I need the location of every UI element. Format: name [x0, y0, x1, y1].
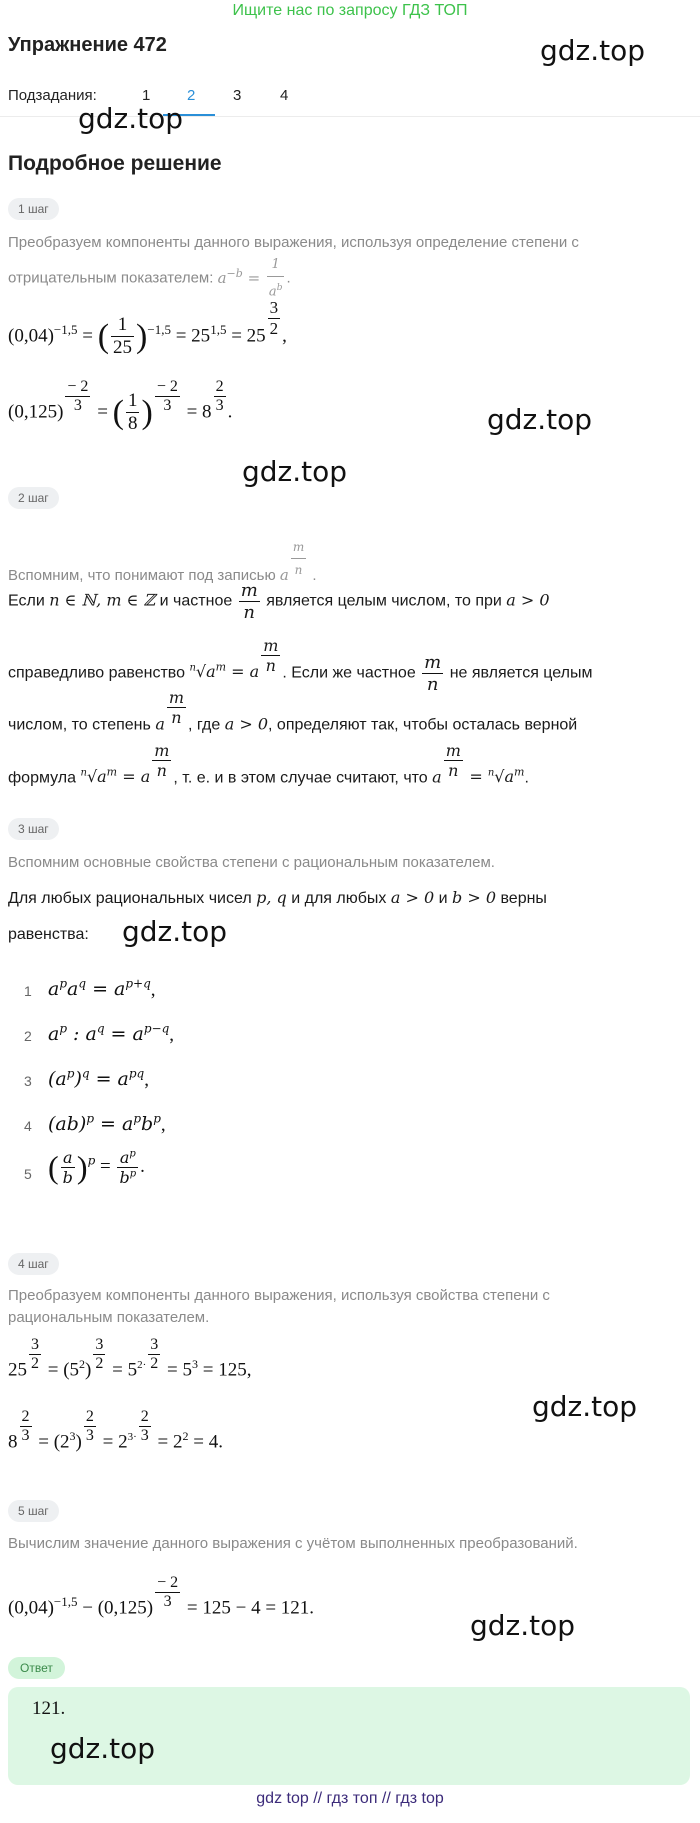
watermark: gdz.top — [532, 1390, 638, 1423]
subtask-tab-1[interactable]: 1 — [142, 87, 151, 104]
step-text: Преобразуем компоненты данного выражения, используя определение степени с отрицательным показателем: $a^{-b}$ = $\frac{1}{a^b}$ . — [8, 232, 608, 303]
list-number: 3 — [24, 1073, 32, 1089]
watermark: gdz.top — [78, 102, 184, 135]
step-badge: 3 шаг — [8, 818, 59, 840]
step-badge: 4 шаг — [8, 1253, 59, 1275]
property-formula: $a^pa^q = a^{p+q}$, — [48, 977, 156, 1001]
paragraph: числом, то степень a $\frac{m}{n}$ , где a > 0, определяют так, чтобы осталась верной — [8, 688, 578, 734]
watermark: gdz.top — [540, 34, 646, 67]
property-formula: $(ab)^p = a^pb^p$, — [48, 1112, 166, 1136]
step-text: Вычислим значение данного выражения с учётом выполненных преобразований. — [8, 1535, 578, 1552]
paragraph: Для любых рациональных чисел p, q и для любых a > 0 и b > 0 верны — [8, 888, 547, 907]
page-title: Упражнение 472 — [8, 34, 167, 56]
watermark: gdz.top — [470, 1609, 576, 1642]
subtask-tab-3[interactable]: 3 — [233, 87, 242, 104]
list-number: 1 — [24, 983, 32, 999]
property-formula: $a^p$ : $a^q = a^{p-q}$, — [48, 1022, 175, 1046]
subtasks-label: Подзадания: — [8, 87, 97, 104]
watermark: gdz.top — [50, 1732, 156, 1765]
section-heading: Подробное решение — [8, 152, 222, 175]
step-badge: 5 шаг — [8, 1500, 59, 1522]
answer-badge: Ответ — [8, 1657, 65, 1679]
list-number: 5 — [24, 1166, 32, 1182]
formula: 8 $\frac{2}{3}$ = $(2^3)$ $\frac{2}{3}$ = $2^{3\cdot}$ $\frac{2}{3}$ = $2^2 = 4$. — [8, 1408, 223, 1453]
step-text: Преобразуем компоненты данного выражения, используя свойства степени с рациональным показателем. — [8, 1287, 550, 1326]
paragraph: справедливо равенство $^n√a^m = a$ $\frac{m}{n}$ . Если же частное $\frac{m}{n}$ не является целым — [8, 636, 593, 695]
subtask-tab-2[interactable]: 2 — [187, 87, 196, 104]
watermark: gdz.top — [122, 915, 228, 948]
step-text: Вспомним, что понимают под записью a $\frac{m}{n}$ . — [8, 540, 317, 584]
footer-links[interactable]: gdz top // гдз топ // гдз top — [256, 1790, 444, 1807]
watermark: gdz.top — [242, 455, 348, 488]
watermark: gdz.top — [487, 403, 593, 436]
top-banner[interactable]: Ищите нас по запросу ГДЗ ТОП — [232, 2, 468, 19]
answer-value: 121. — [32, 1698, 66, 1719]
property-formula: $(a^p)^q = a^{pq}$, — [48, 1067, 149, 1091]
formula: 25 $\frac{3}{2}$ = $(5^2)$ $\frac{3}{2}$ = $5^{2\cdot}$ $\frac{3}{2}$ = $5^3 = 125$, — [8, 1336, 252, 1381]
list-number: 4 — [24, 1118, 32, 1134]
formula: (0,125) $\frac{- 2}{3}$ = ( $\frac{1}{8}$ ) $\frac{- 2}{3}$ = 8 $\frac{2}{3}$ . — [8, 378, 233, 435]
step-badge: 1 шаг — [8, 198, 59, 220]
step-badge: 2 шаг — [8, 487, 59, 509]
paragraph: равенства: — [8, 926, 89, 943]
formula: $(0,04)^{-1,5} - (0,125)$ $\frac{- 2}{3}$ = 125 − 4 = 121. — [8, 1574, 315, 1619]
paragraph: Если n ∈ ℕ, m ∈ ℤ и частное $\frac{m}{n}$ является целым числом, то при a > 0 — [8, 580, 550, 623]
property-formula: ( $\frac{a}{b}$ )$^p$ = $\frac{a^p}{b^p}$ . — [48, 1148, 145, 1187]
step-text: Вспомним основные свойства степени с рациональным показателем. — [8, 854, 495, 871]
list-number: 2 — [24, 1028, 32, 1044]
paragraph: формула $^n√a^m = a$ $\frac{m}{n}$ , т. е. и в этом случае считают, что a $\frac{m}{n}$ = $^n√a^m$. — [8, 741, 529, 787]
formula: $(0,04)^{-1,5}$ = ( $\frac{1}{25}$ )$^{-1,5} = 25^{1,5} = 25$ $\frac{3}{2}$ , — [8, 298, 287, 359]
subtask-tab-4[interactable]: 4 — [280, 87, 289, 104]
